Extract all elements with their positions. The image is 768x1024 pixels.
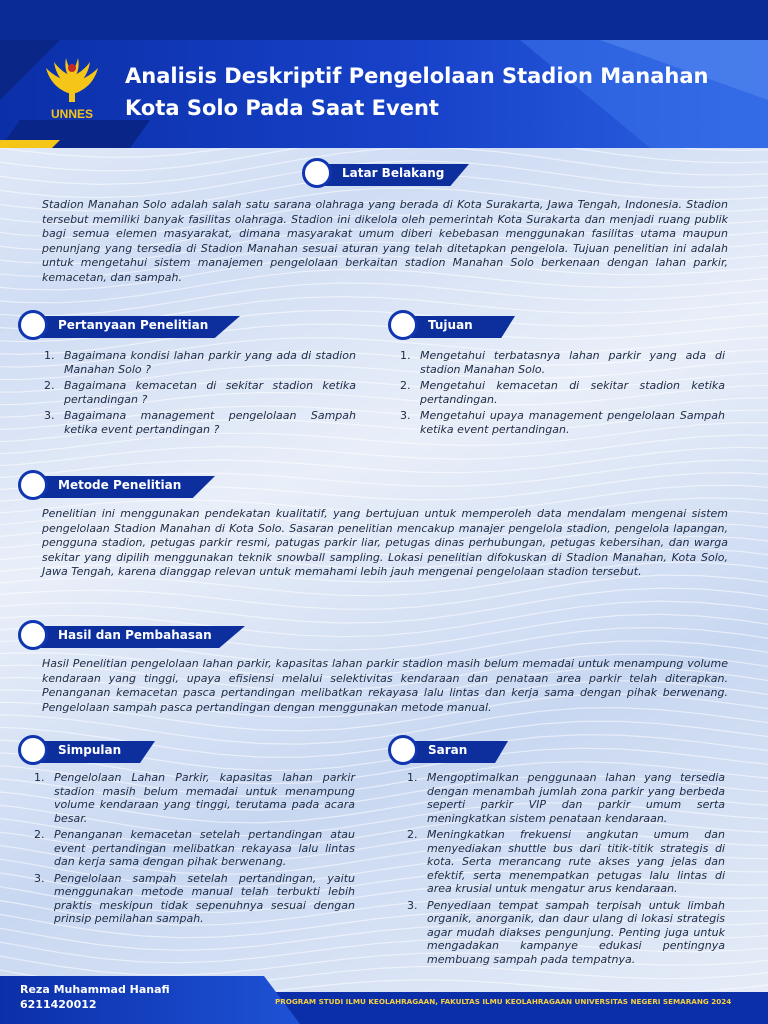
section-heading-hasil (18, 623, 248, 651)
metode-body: Penelitian ini menggunakan pendekatan kualitatif, yang bertujuan untuk memperoleh data mendalam mengenai sistem pengelolaan Stadion Manahan di Kota Solo. Sasaran penelitian mencakup manajer pengelola stadion, pengelola lapangan, pengguna stadion, petugas parkir resmi, patugas parkir liar, petugas dinas perhubungan, petugas kebersihan, dan warga sekitar yang dipilih menggunakan teknik snowball sampling. Lokasi penelitian difokuskan di Stadion Manahan, Kota Solo, Jawa Tengah, karena dianggap relevan untuk memahami lebih jauh mengenai pengelolaan stadion tersebut. (42, 507, 728, 578)
list-item: 1. Mengetahui terbatasnya lahan parkir yang ada di stadion Manahan Solo. (400, 349, 725, 376)
poster-footer (0, 976, 768, 1024)
heading-circle-icon (18, 470, 48, 500)
list-item: 2. Penanganan kemacetan setelah pertandingan atau event pertandingan melibatkan rekayasa lalu lintas dan kerja sama dengan pihak berwenang. (34, 828, 355, 868)
author-name: Reza Muhammad Hanafi (20, 983, 170, 996)
heading-label: Latar Belakang (342, 166, 445, 180)
list-item: 1. Bagaimana kondisi lahan parkir yang ada di stadion Manahan Solo ? (44, 349, 356, 376)
saran-list (405, 771, 725, 969)
list-item: 3. Bagaimana management pengelolaan Sampah ketika event pertandingan ? (44, 409, 356, 436)
list-item: 2. Mengetahui kemacetan di sekitar stadion ketika pertandingan. (400, 379, 725, 406)
list-item: 2. Meningkatkan frekuensi angkutan umum dan menyediakan shuttle bus dari titik-titik strategis di kota. Serta merancang rute akses yang jelas dan efektif, serta menempatkan petugas lalu lintas di area krusial untuk mengatur arus kendaraan. (407, 828, 725, 895)
wave-line (0, 283, 768, 316)
heading-circle-icon (302, 158, 332, 188)
author-info (20, 982, 170, 1012)
pertanyaan-list (42, 349, 356, 439)
list-item: 3. Pengelolaan sampah setelah pertandingan, yaitu menggunakan metode manual telah terbukti lebih praktis meskipun tidak sepenuhnya sesuai dengan prinsip pemilahan sampah. (34, 871, 355, 925)
section-heading-simpulan (18, 738, 158, 766)
unnes-logo (40, 54, 104, 124)
tujuan-list (398, 349, 725, 439)
section-heading-pertanyaan (18, 313, 238, 341)
title-line-1: Analisis Deskriptif Pengelolaan Stadion Manahan (125, 64, 709, 88)
title-line-2: Kota Solo Pada Saat Event (125, 96, 439, 120)
list-item: 2. Bagaimana kemacetan di sekitar stadion ketika pertandingan ? (44, 379, 356, 406)
poster-header (0, 0, 768, 148)
section-heading-saran (388, 738, 508, 766)
latar-body: Stadion Manahan Solo adalah salah satu sarana olahraga yang berada di Kota Surakarta, Jawa Tengah, Indonesia. Stadion tersebut memiliki banyak fasilitas olahraga. Stadion ini dikelola oleh pemerintah Kota Surakarta dan menjadi ruang publik bagi semua elemen masyarakat, dimana masyarakat umum diberi kebebasan menggunakan fasilitas utama maupun penunjang yang tersedia di Stadion Manahan sesuai aturan yang telah ditetapkan pengelola. Tujuan penelitian ini adalah untuk mengetahui sistem manajemen pengelolaan berkaitan stadion Manahan Solo berkenaan dengan lahan parkir, kemacetan, dan sampah. (42, 198, 728, 284)
list-item: 3. Penyediaan tempat sampah terpisah untuk limbah organik, anorganik, dan daur ulang di lokasi strategis agar mudah diakses pengunjung. Penting juga untuk mengadakan kampanye edukasi pentingnya membuang sampah pada tempatnya. (407, 898, 725, 966)
svg-text:UNNES: UNNES (50, 107, 94, 121)
heading-label: Simpulan (58, 743, 122, 757)
heading-circle-icon (18, 735, 48, 765)
section-heading-metode (18, 473, 218, 501)
heading-label: Metode Penelitian (58, 478, 182, 492)
wave-line (0, 575, 768, 609)
author-id: 6211420012 (20, 998, 97, 1011)
section-heading-tujuan (388, 313, 518, 341)
heading-label: Saran (428, 743, 468, 757)
heading-circle-icon (388, 735, 418, 765)
program-text: PROGRAM STUDI ILMU KEOLAHRAGAAN, FAKULTAS ILMU KEOLAHRAGAAN UNIVERSITAS NEGERI SEMARANG 2024 (275, 997, 732, 1006)
heading-circle-icon (388, 310, 418, 340)
list-item: 1. Mengoptimalkan penggunaan lahan yang tersedia dengan menambah jumlah zona parkir yang berbeda seperti parkir VIP dan parkir umum serta meningkatkan sistem penataan kendaraan. (407, 771, 725, 825)
heading-label: Pertanyaan Penelitian (58, 318, 209, 332)
hasil-body: Hasil Penelitian pengelolaan lahan parkir, kapasitas lahan parkir stadion masih belum memadai untuk menampung volume kendaraan yang tinggi, upaya efisiensi melalui selektivitas kendaraan dan penataan area parkir telah diterapkan. Penanganan kemacetan pasca pertandingan melibatkan rekayasa lalu lintas dan kerja sama dengan pihak berwenang. Pengelolaan sampah pasca pertandingan dengan menggunakan metode manual. (42, 657, 728, 714)
list-item: 3. Mengetahui upaya management pengelolaan Sampah ketika event pertandingan. (400, 409, 725, 436)
heading-circle-icon (18, 620, 48, 650)
poster-title (125, 60, 745, 124)
heading-circle-icon (18, 310, 48, 340)
section-heading-latar (302, 161, 472, 189)
heading-label: Tujuan (428, 318, 473, 332)
heading-label: Hasil dan Pembahasan (58, 628, 212, 642)
list-item: 1. Pengelolaan Lahan Parkir, kapasitas lahan parkir stadion masih belum memadai untuk menampung volume kendaraan yang tinggi, terutama pada acara besar. (34, 771, 355, 825)
wave-line (0, 588, 768, 623)
simpulan-list (32, 771, 355, 929)
wave-line (0, 435, 768, 467)
